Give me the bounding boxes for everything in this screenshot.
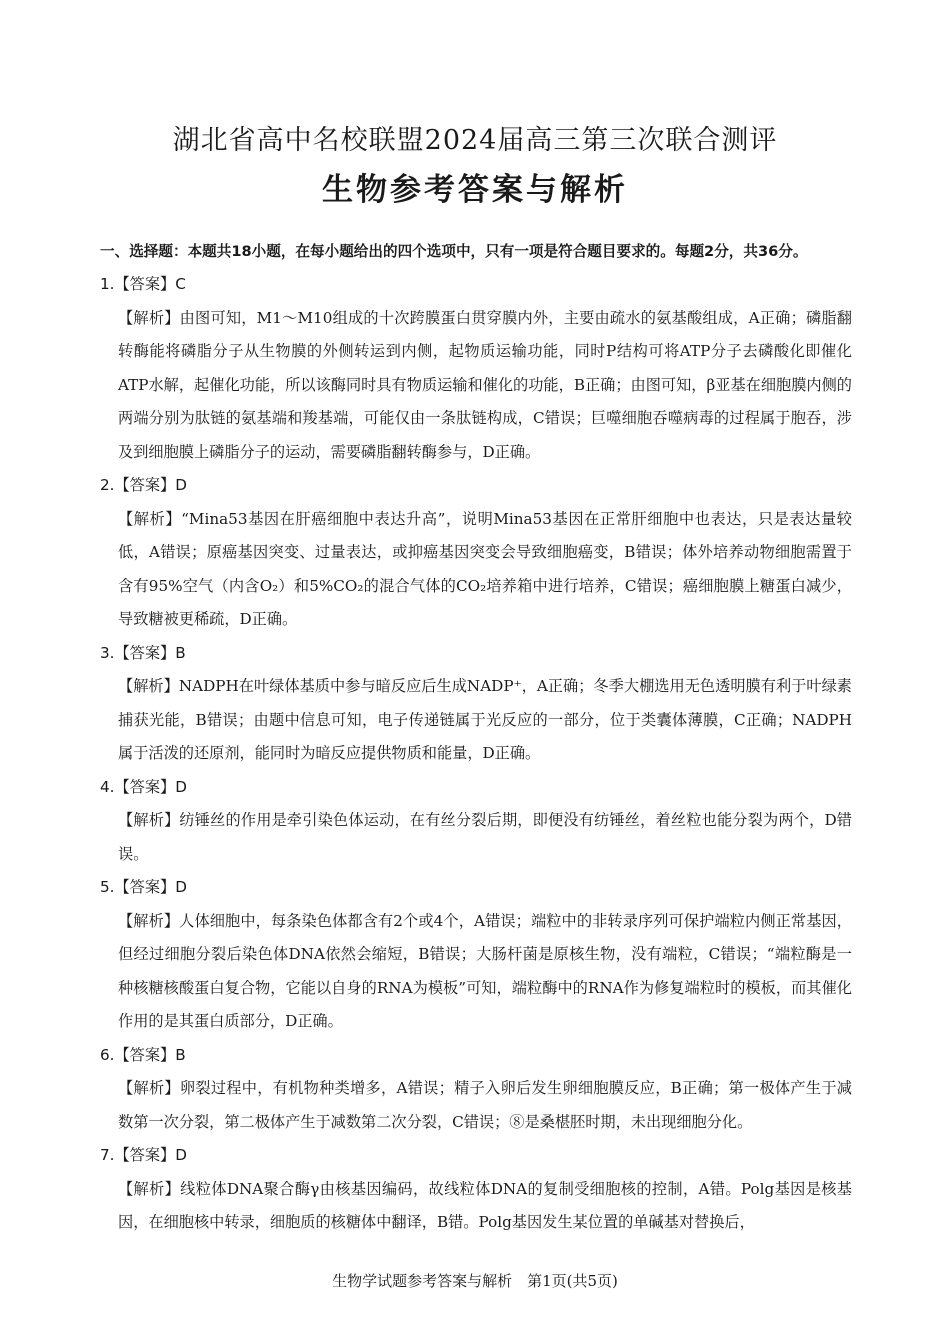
question-6 [100,1039,852,1140]
document-title: 湖北省高中名校联盟2024届高三第三次联合测评 [172,125,778,156]
answer-line: 4.【答案】D [100,777,187,796]
explanation-text: 【解析】卵裂过程中，有机物种类增多，A错误；精子入卵后发生卵细胞膜反应，B正确；第一极体产生于减数第一次分裂，第二极体产生于减数第二次分裂，C错误；⑧是桑椹胚时期，未出现细胞分化。 [118,1079,852,1131]
answer-line: 6.【答案】B [100,1045,186,1064]
answer-line: 7.【答案】D [100,1146,187,1164]
answer-line: 1.【答案】C [100,275,186,293]
question-1 [100,268,852,469]
question-3 [100,637,852,771]
document-subtitle: 生物参考答案与解析 [322,172,628,208]
explanation-text: 【解析】线粒体DNA聚合酶γ由核基因编码，故线粒体DNA的复制受细胞核的控制，A错。Polg基因是核基因，在细胞核中转录，细胞质的核糖体中翻译，B错。Polg基因发生某位置的单碱基对替换后， [118,1179,852,1231]
page-footer: 生物学试题参考答案与解析 第1页(共5页) [332,1272,618,1290]
explanation-text: 【解析】NADPH在叶绿体基质中参与暗反应后生成NADP⁺，A正确；冬季大棚选用无色透明膜有利于叶绿素捕获光能，B错误；由题中信息可知，电子传递链属于光反应的一部分，位于类囊体薄膜，C正确；NADPH属于活泼的还原剂，能同时为暗反应提供物质和能量，D正确。 [118,677,852,762]
section-heading: 一、选择题：本题共18小题，在每小题给出的四个选项中，只有一项是符合题目要求的。每题2分，共36分。 [100,243,808,260]
question-4 [100,771,852,872]
question-5 [100,871,852,1039]
answer-line: 2.【答案】D [100,476,187,494]
document-body [100,236,852,1240]
explanation-text: 【解析】人体细胞中，每条染色体都含有2个或4个，A错误；端粒中的非转录序列可保护端粒内侧正常基因，但经过细胞分裂后染色体DNA依然会缩短，B错误；大肠杆菌是原核生物，没有端粒，C错误；“端粒酶是一种核糖核酸蛋白复合物，它能以自身的RNA为模板”可知，端粒酶中的RNA作为修复端粒时的模板，而其催化作用的是其蛋白质部分，D正确。 [118,911,852,1030]
explanation-text: 【解析】“Mina53基因在肝癌细胞中表达升高”，说明Mina53基因在正常肝细胞中也表达，只是表达量较低，A错误；原癌基因突变、过量表达，或抑癌基因突变会导致细胞癌变，B错误；体外培养动物细胞需置于含有95%空气（内含O₂）和5%CO₂的混合气体的CO₂培养箱中进行培养，C错误；癌细胞膜上糖蛋白减少，导致糖被更稀疏，D正确。 [118,509,852,628]
answer-line: 5.【答案】D [100,878,187,896]
question-2 [100,469,852,637]
explanation-text: 【解析】纺锤丝的作用是牵引染色体运动，在有丝分裂后期，即便没有纺锤丝，着丝粒也能分裂为两个，D错误。 [118,811,852,863]
answer-line: 3.【答案】B [100,643,186,662]
question-7 [100,1139,852,1240]
explanation-text: 【解析】由图可知，M1～M10组成的十次跨膜蛋白贯穿膜内外，主要由疏水的氨基酸组成，A正确；磷脂翻转酶能将磷脂分子从生物膜的外侧转运到内侧，起物质运输功能，同时P结构可将ATP分子去磷酸化即催化ATP水解，起催化功能，所以该酶同时具有物质运输和催化的功能，B正确；由图可知，β亚基在细胞膜内侧的两端分别为肽链的氨基端和羧基端，可能仅由一条肽链构成，C错误；巨噬细胞吞噬病毒的过程属于胞吞，涉及到细胞膜上磷脂分子的运动，需要磷脂翻转酶参与，D正确。 [118,308,852,461]
